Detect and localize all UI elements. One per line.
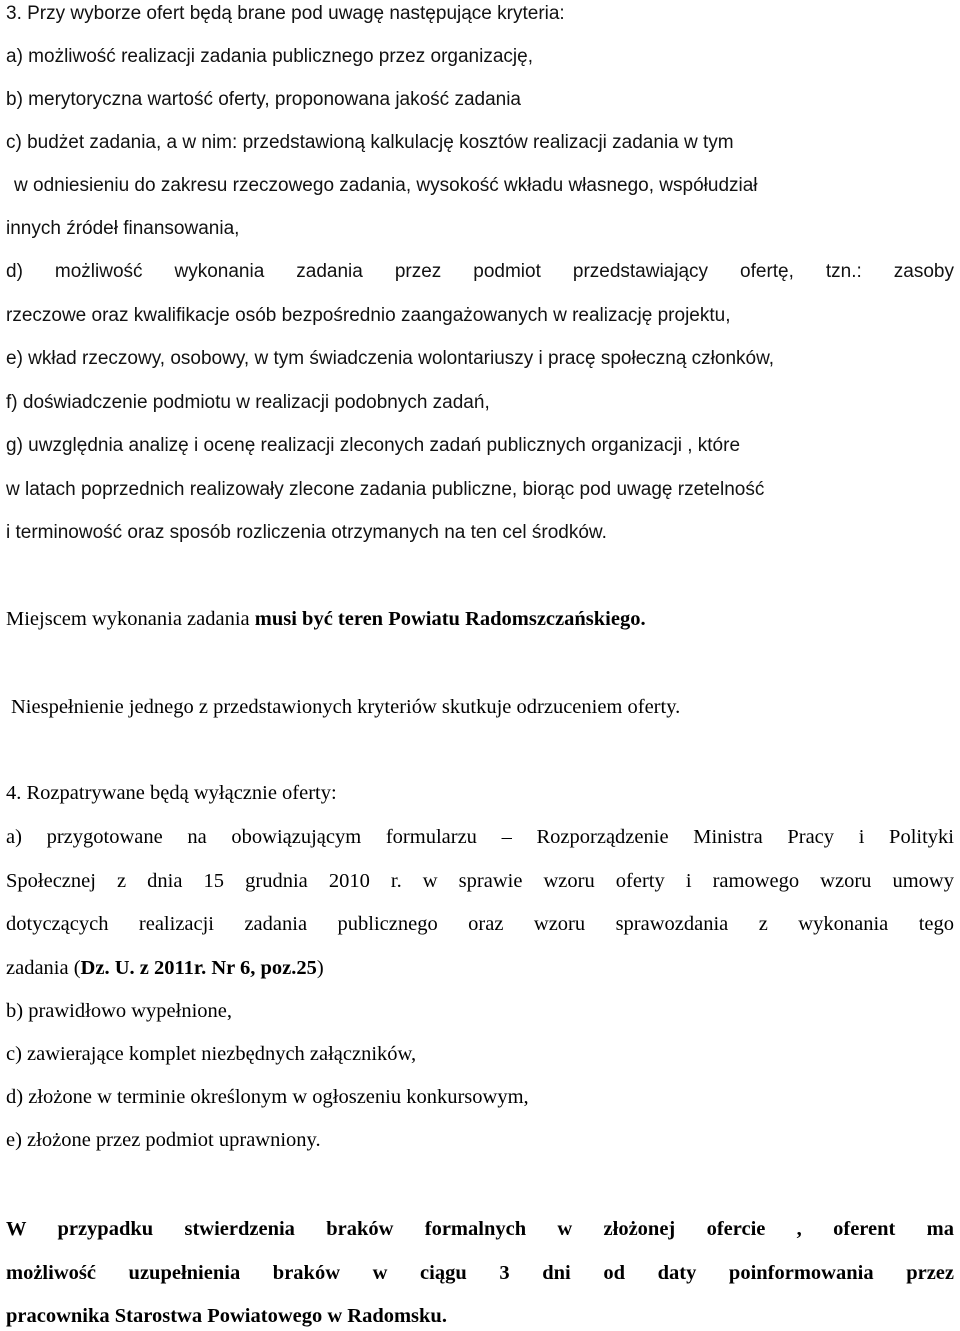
criterion-g-line-1: g) uwzględnia analizę i ocenę realizacji zleconych zadań publicznych organizacji , które	[6, 435, 741, 456]
criterion-a: a) możliwość realizacji zadania publicznego przez organizację,	[6, 46, 533, 67]
closing-line-3	[6, 1303, 954, 1329]
rejection-note: Niespełnienie jednego z przedstawionych kryteriów skutkuje odrzuceniem oferty.	[11, 696, 681, 718]
closing-line-2-text: możliwość uzupełnienia braków w ciągu 3 dni od daty poinformowania przez	[6, 1262, 954, 1284]
closing-line-2	[6, 1260, 954, 1286]
offer-e: e) złożone przez podmiot uprawniony.	[6, 1129, 321, 1151]
journal-citation: Dz. U. z 2011r. Nr 6, poz.25	[80, 957, 317, 979]
location-statement	[6, 606, 954, 632]
criterion-f: f) doświadczenie podmiotu w realizacji podobnych zadań,	[6, 392, 490, 413]
offer-c: c) zawierające komplet niezbędnych załączników,	[6, 1043, 417, 1065]
offer-a-line-4-suffix: )	[316, 957, 324, 979]
offer-a-line-4	[6, 955, 954, 981]
closing-line-1	[6, 1216, 954, 1242]
criterion-c-line-3: innych źródeł finansowania,	[6, 218, 240, 239]
offer-a-line-1: a) przygotowane na obowiązującym formularzu – Rozporządzenie Ministra Pracy i Polityki	[6, 826, 954, 848]
offer-a-line-4-prefix: zadania (	[6, 957, 81, 979]
criterion-g-line-2: w latach poprzednich realizowały zlecone zadania publiczne, biorąc pod uwagę rzetelność	[6, 479, 765, 500]
offer-b: b) prawidłowo wypełnione,	[6, 1000, 233, 1022]
criterion-c-line-1: c) budżet zadania, a w nim: przedstawioną kalkulację kosztów realizacji zadania w tym	[6, 132, 734, 153]
offer-d: d) złożone w terminie określonym w ogłoszeniu konkursowym,	[6, 1086, 529, 1108]
criterion-c-line-2: w odniesieniu do zakresu rzeczowego zadania, wysokość wkładu własnego, współudział	[14, 175, 758, 196]
closing-line-1-text: W przypadku stwierdzenia braków formalnych w złożonej ofercie , oferent ma	[6, 1218, 954, 1240]
offer-a-line-2: Społecznej z dnia 15 grudnia 2010 r. w sprawie wzoru oferty i ramowego wzoru umowy	[6, 870, 954, 892]
offer-a-line-3: dotyczących realizacji zadania publicznego oraz wzoru sprawozdania z wykonania tego	[6, 913, 954, 935]
criterion-d-line-1: d) możliwość wykonania zadania przez podmiot przedstawiający ofertę, tzn.: zasoby	[6, 261, 954, 282]
criterion-b: b) merytoryczna wartość oferty, proponowana jakość zadania	[6, 89, 522, 110]
location-prefix: Miejscem wykonania zadania	[6, 608, 255, 630]
criterion-e: e) wkład rzeczowy, osobowy, w tym świadczenia wolontariuszy i pracę społeczną członków,	[6, 348, 775, 369]
section-3-heading: 3. Przy wyborze ofert będą brane pod uwagę następujące kryteria:	[6, 3, 565, 24]
location-bold: musi być teren Powiatu Radomszczańskiego.	[254, 608, 646, 630]
section-4-heading: 4. Rozpatrywane będą wyłącznie oferty:	[6, 782, 337, 804]
criterion-g-line-3: i terminowość oraz sposób rozliczenia otrzymanych na ten cel środków.	[6, 522, 607, 543]
closing-line-3-text: pracownika Starostwa Powiatowego w Radomsku.	[6, 1305, 447, 1327]
criterion-d-line-2: rzeczowe oraz kwalifikacje osób bezpośrednio zaangażowanych w realizację projektu,	[6, 305, 731, 326]
